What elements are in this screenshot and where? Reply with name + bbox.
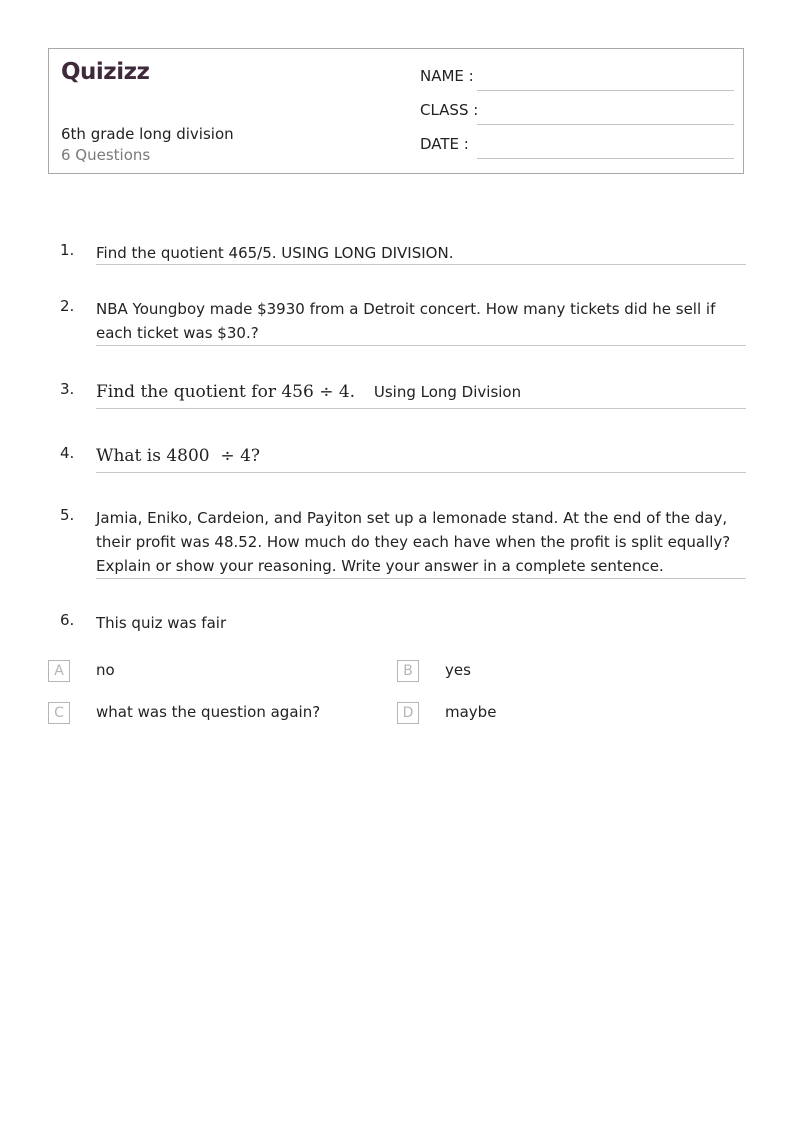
answer-line	[96, 264, 746, 265]
class-line[interactable]	[477, 124, 734, 125]
question-text: Find the quotient 465/5. USING LONG DIVISION.	[96, 244, 454, 262]
question-number: 6.	[60, 611, 75, 629]
answer-line	[96, 345, 746, 346]
question-number: 2.	[60, 297, 75, 315]
question-number: 5.	[60, 506, 75, 524]
question-text: NBA Youngboy made $3930 from a Detroit concert. How many tickets did he sell if each ticket was $30.?	[96, 300, 716, 342]
option-text: maybe	[445, 703, 497, 721]
name-line[interactable]	[477, 90, 734, 91]
question-text: Jamia, Eniko, Cardeion, and Payiton set up a lemonade stand. At the end of the day, their profit was 48.52. How much do they each have when the profit is split equally? Explain or show your reasoning. Write your answer in a complete sentence.	[96, 509, 731, 575]
option-text: no	[96, 661, 115, 679]
date-line[interactable]	[477, 158, 734, 159]
question-number: 3.	[60, 380, 75, 398]
worksheet-header	[48, 48, 744, 174]
question-number: 1.	[60, 241, 75, 259]
question-count: 6 Questions	[61, 146, 151, 164]
question-text: This quiz was fair	[96, 614, 227, 632]
option-text: yes	[445, 661, 471, 679]
question-text	[96, 380, 746, 404]
option-letter-box[interactable]: A	[48, 660, 70, 682]
math-expression: What is 4800 ÷ 4?	[96, 446, 261, 466]
option-letter-box[interactable]: D	[397, 702, 419, 724]
math-expression: Find the quotient for 456 ÷ 4.	[96, 382, 356, 402]
option-letter-box[interactable]: C	[48, 702, 70, 724]
quiz-title: 6th grade long division	[61, 125, 234, 143]
question-text	[96, 444, 746, 468]
question-number: 4.	[60, 444, 75, 462]
name-field	[420, 67, 734, 91]
answer-line	[96, 408, 746, 409]
date-field	[420, 135, 734, 159]
option-text: what was the question again?	[96, 703, 321, 721]
class-field	[420, 101, 734, 125]
class-label: CLASS :	[420, 101, 479, 119]
date-label: DATE :	[420, 135, 469, 153]
option-letter-box[interactable]: B	[397, 660, 419, 682]
name-label: NAME :	[420, 67, 474, 85]
question-note: Using Long Division	[373, 383, 522, 401]
answer-line	[96, 472, 746, 473]
answer-line	[96, 578, 746, 579]
quizizz-logo: Quizizz	[61, 59, 150, 85]
